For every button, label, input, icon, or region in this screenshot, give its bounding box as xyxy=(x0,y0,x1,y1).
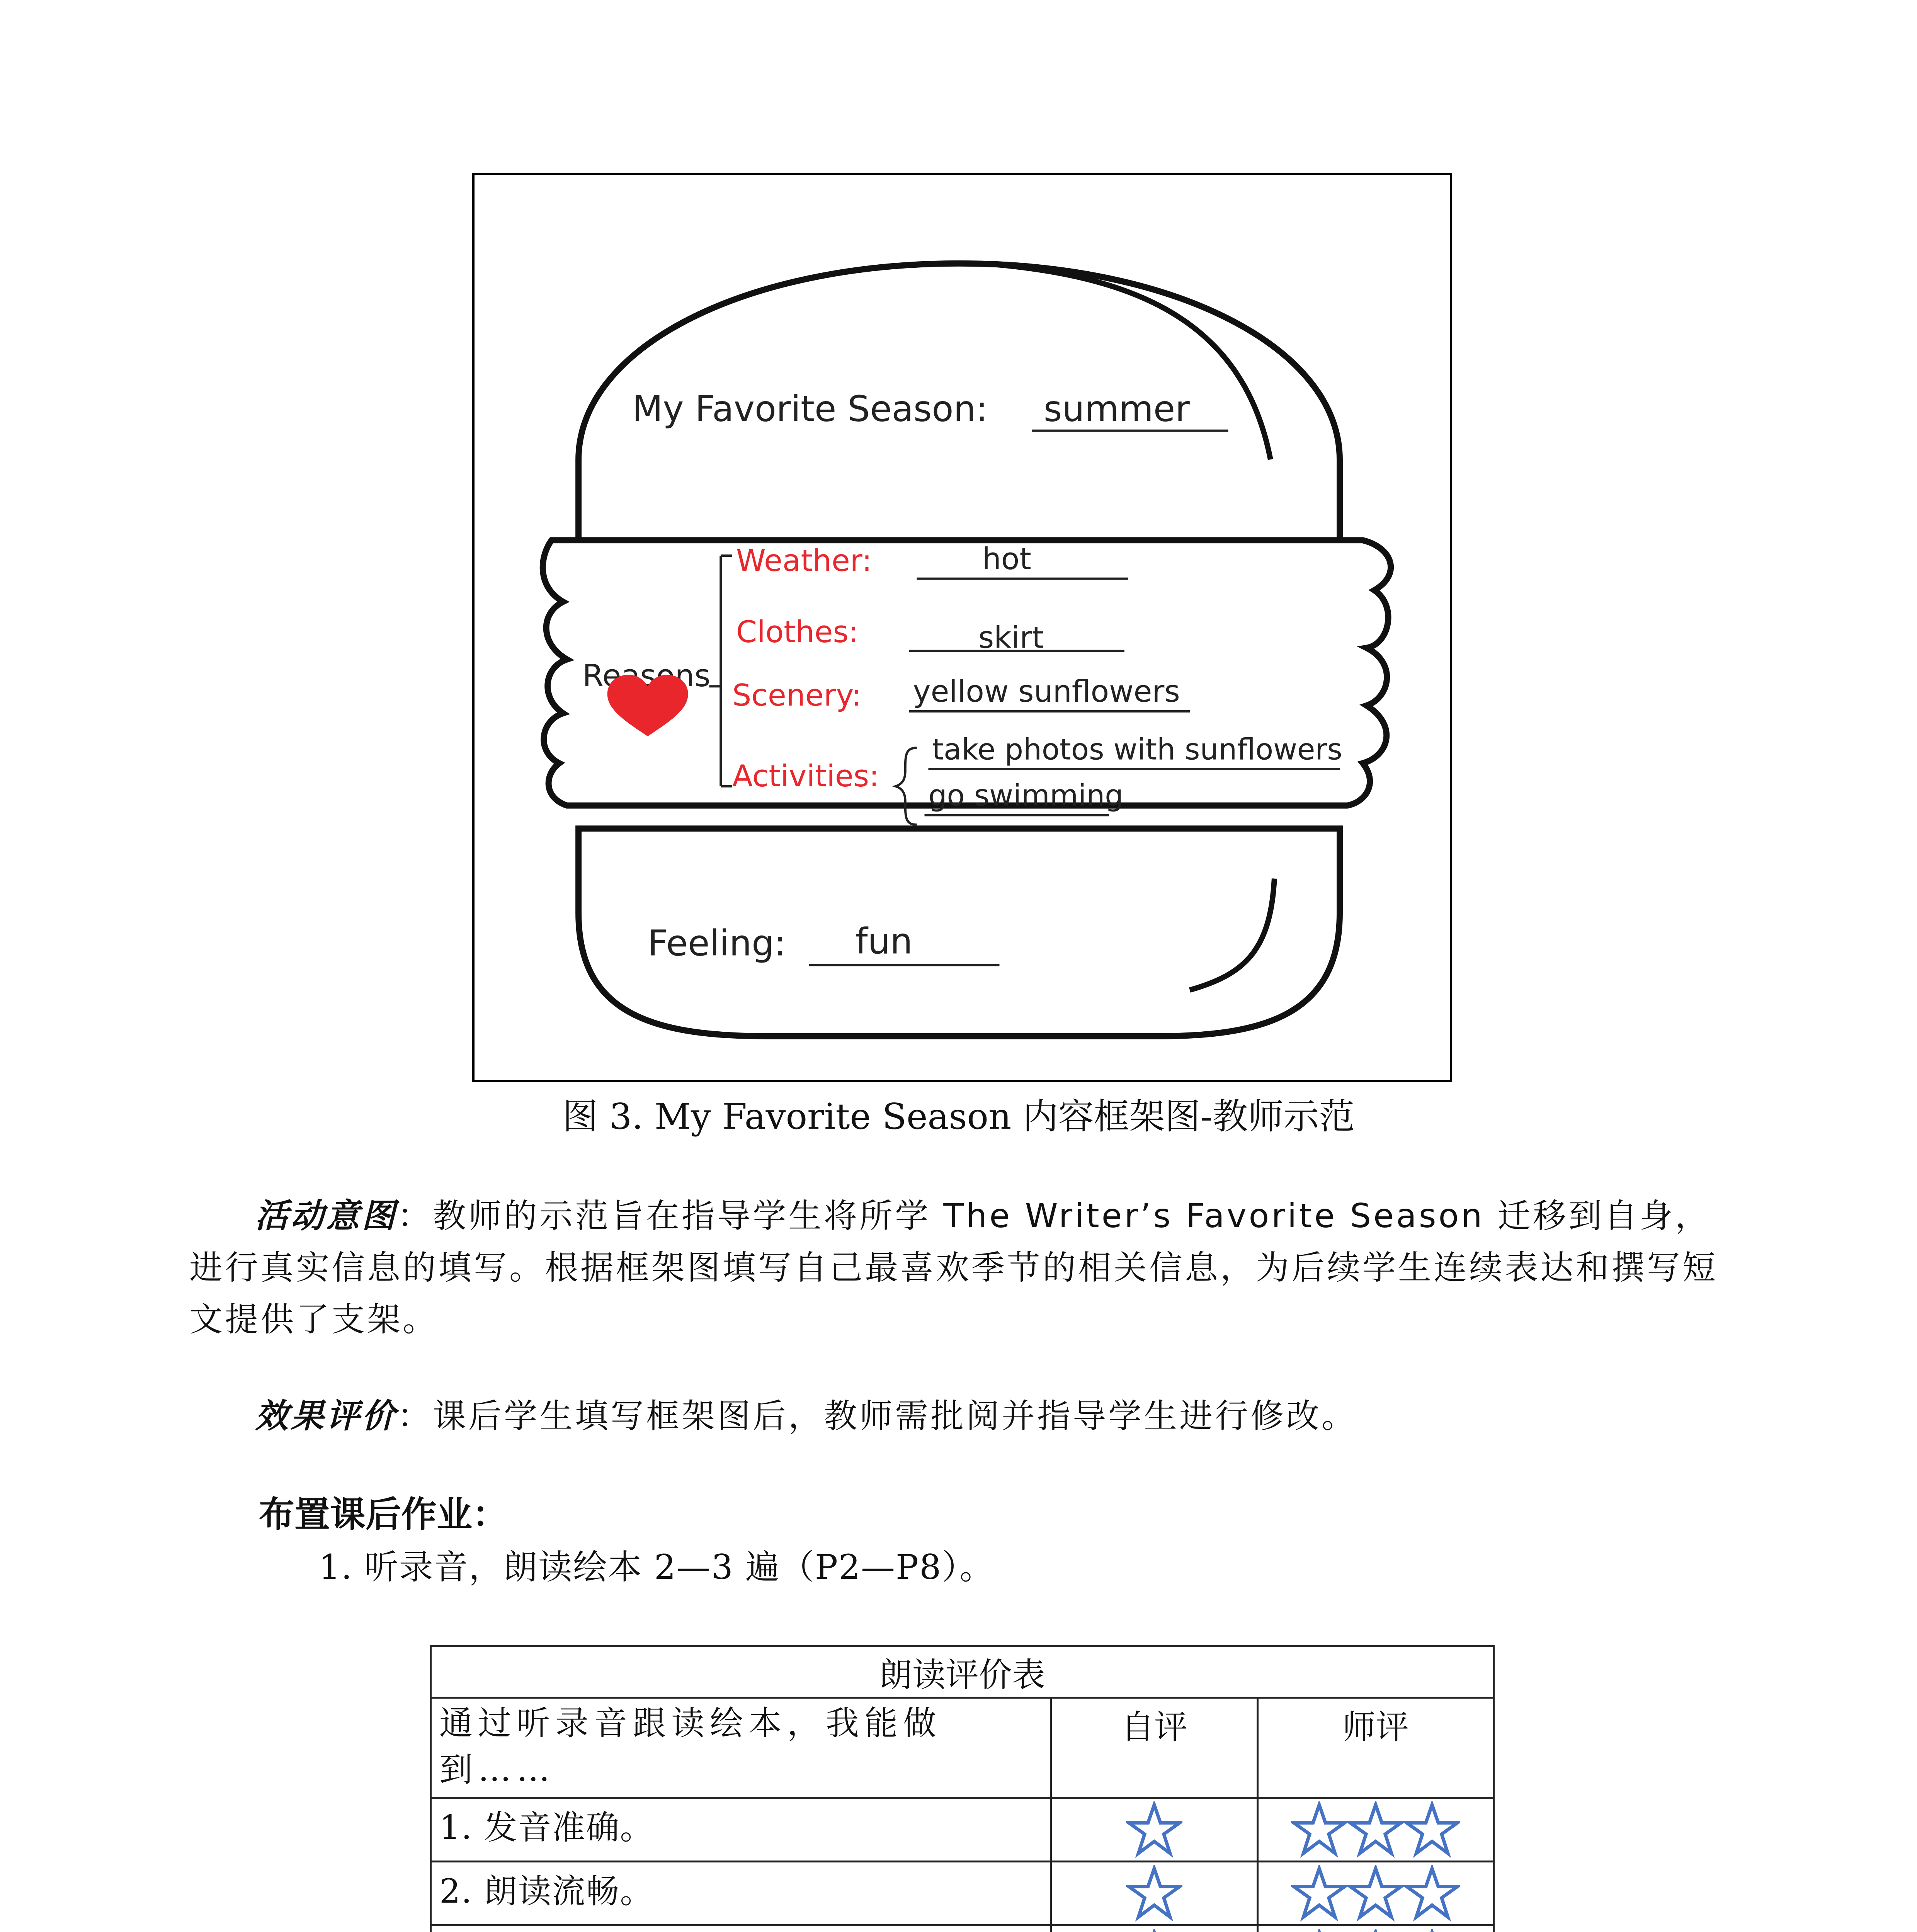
weather-value: hot xyxy=(982,541,1031,577)
star-outline-icon xyxy=(1291,1801,1347,1858)
clothes-label: Clothes: xyxy=(736,614,859,650)
table-title: 朗读评价表 xyxy=(431,1646,1494,1698)
hamburger-diagram xyxy=(475,175,1450,1080)
season-value: summer xyxy=(1043,388,1190,430)
star-outline-icon xyxy=(1347,1801,1404,1858)
star-outline-icon xyxy=(1126,1929,1182,1932)
season-title-label: My Favorite Season: xyxy=(632,388,988,430)
star-outline-icon xyxy=(1404,1929,1460,1932)
row-description: 2. 朗读流畅。 xyxy=(431,1862,1051,1925)
activity-intent-lead: 活动意图 xyxy=(255,1197,397,1235)
table-row xyxy=(431,1862,1494,1925)
homework-item-1: 1. 听录音，朗读绘本 2—3 遍（P2—P8）。 xyxy=(319,1547,995,1587)
reading-evaluation-table xyxy=(430,1645,1495,1932)
reasons-label: Reasons xyxy=(582,658,711,694)
header-self-eval: 自评 xyxy=(1051,1698,1258,1798)
star-outline-icon xyxy=(1126,1801,1182,1858)
table-row xyxy=(431,1925,1494,1932)
figure-caption: 图 3. My Favorite Season 内容框架图-教师示范 xyxy=(562,1096,1355,1137)
activity-intent-paragraph xyxy=(189,1190,1739,1345)
star-outline-icon xyxy=(1291,1929,1347,1932)
teacher-stars xyxy=(1258,1925,1494,1932)
weather-label: Weather: xyxy=(736,543,872,578)
header-description: 通过听录音跟读绘本，我能做到…… xyxy=(431,1698,1051,1798)
star-outline-icon xyxy=(1404,1865,1460,1922)
activity-1-value: take photos with sunflowers xyxy=(932,732,1342,767)
feeling-value: fun xyxy=(855,920,913,962)
star-outline-icon xyxy=(1347,1865,1404,1922)
self-stars xyxy=(1051,1925,1258,1932)
star-outline-icon xyxy=(1291,1865,1347,1922)
scenery-label: Scenery: xyxy=(732,678,862,713)
star-outline-icon xyxy=(1126,1865,1182,1922)
header-teacher-eval: 师评 xyxy=(1258,1698,1494,1798)
framework-figure xyxy=(472,173,1452,1082)
star-outline-icon xyxy=(1347,1929,1404,1932)
homework-title: 布置课后作业： xyxy=(259,1494,508,1535)
activity-2-value: go swimming xyxy=(928,778,1124,813)
activities-label: Activities: xyxy=(732,759,879,794)
row-description xyxy=(431,1925,1051,1932)
self-stars xyxy=(1051,1798,1258,1862)
row-description: 1. 发音准确。 xyxy=(431,1798,1051,1862)
bottom-bun-highlight xyxy=(1190,879,1274,990)
effect-eval-lead: 效果评价 xyxy=(255,1397,397,1435)
teacher-stars xyxy=(1258,1862,1494,1925)
star-outline-icon xyxy=(1404,1801,1460,1858)
effect-eval-paragraph xyxy=(189,1390,1739,1442)
activity-intent-text: ：教师的示范旨在指导学生将所学 The Writer’s Favorite Season 迁移到自身，进行真实信息的填写。根据框架图填写自己最喜欢季节的相关信息，为后续学生连续表达和撰写短文提供了支架。 xyxy=(189,1197,1718,1339)
clothes-value: skirt xyxy=(978,620,1044,655)
scenery-value: yellow sunflowers xyxy=(913,674,1180,709)
teacher-stars xyxy=(1258,1798,1494,1862)
effect-eval-text: ：课后学生填写框架图后，教师需批阅并指导学生进行修改。 xyxy=(397,1397,1357,1435)
feeling-label: Feeling: xyxy=(648,922,786,964)
table-row xyxy=(431,1798,1494,1862)
self-stars xyxy=(1051,1862,1258,1925)
